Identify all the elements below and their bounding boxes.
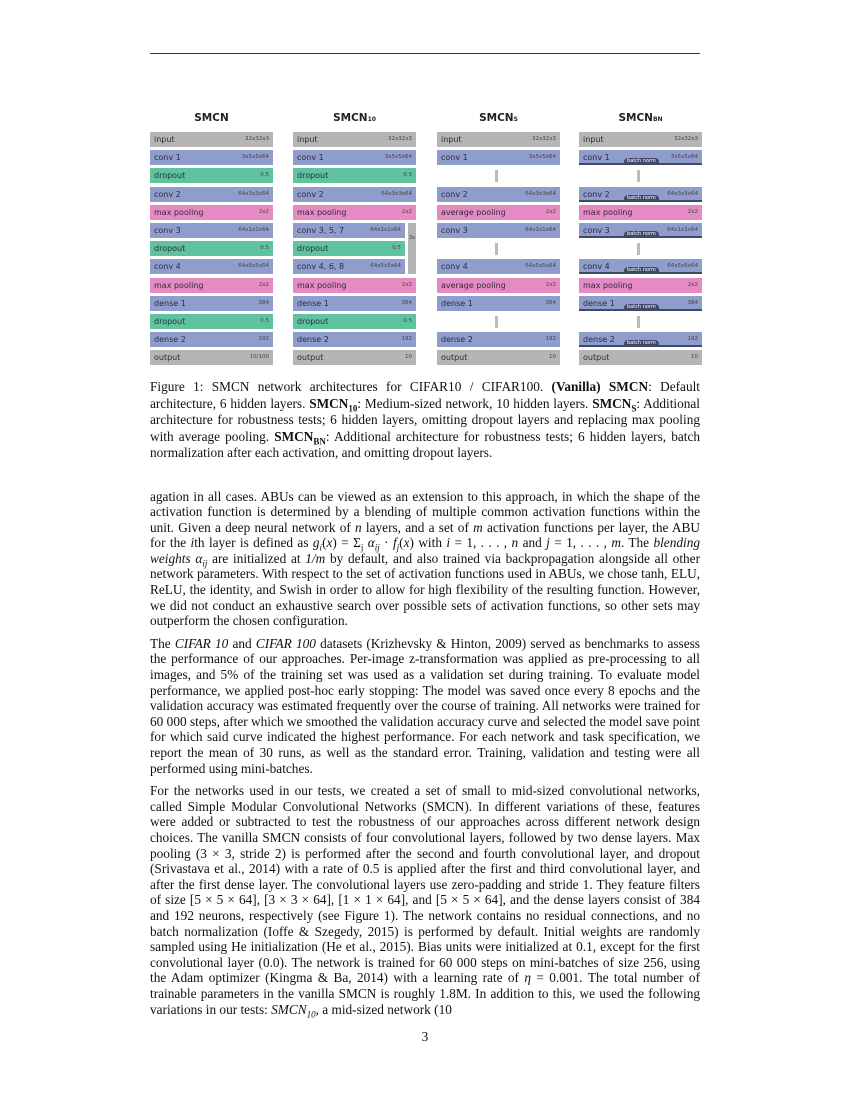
layer-name: input (441, 135, 462, 144)
layer-name: dropout (297, 171, 329, 181)
text-run: are initialized at (207, 550, 306, 566)
layer-block (579, 259, 702, 274)
layer-block (150, 168, 273, 183)
text-run: Figure 1: SMCN network architectures for CIFAR10 / CIFAR100. (150, 379, 552, 394)
text-run: : Medium-sized network, 10 hidden layers. (357, 395, 593, 411)
layer-dimension: 10 (691, 354, 698, 361)
layer-connector (437, 241, 560, 256)
layer-dimension: 64x3x3x64 (525, 190, 556, 197)
layer-dimension: 384 (687, 299, 698, 306)
layer-name: conv 2 (297, 189, 324, 199)
layer-dimension: 32x32x3 (387, 136, 412, 142)
text-run: = 1, . . . , (450, 535, 512, 551)
layer-dimension: 0.5 (403, 317, 412, 324)
layer-block (437, 332, 560, 347)
layer-dimension: 0.5 (403, 172, 412, 179)
italic-text: n (355, 519, 362, 535)
text-run: For the networks used in our tests, we created a set of small to mid-sized convolutional networks, called Simple Modular Convolutional Networks (SMCN). In different variations of these, features were added or subtracted to test the robustness of our approaches across different network design choices. The vanilla SMCN consists of four convolutional layers, followed by two dense layers. Max pooling (3 × 3, stride 2) is performed after the second and fourth convolutional layer, and dropout (Srivastava et al., 2014) with a rate of 0.5 is applied after the first and third convolutional layer, and after the first dense layer. The convolutional layers use zero-padding and stride 1. They feature filters of size [5 × 5 × 64], [3 × 3 × 64], [1 × 1 × 64], and [5 × 5 × 64], and the dense layers consist of 384 and 192 neurons, respectively (see Figure 1). The network contains no residual connections, and no batch normalization (Ioffe & Szegedy, 2015) is performed by default. Initial weights are randomly sampled using He initialization (He et al., 2015). Bias units were initialized at 0.1, except for the first convolutional layer (0.0). The network is trained for 60 000 steps on mini-batches of size 256, using the Adam optimizer (Kingma & Ba, 2014) with a learning rate of (150, 783, 700, 986)
layer-dimension: 0.5 (260, 172, 269, 179)
layer-dimension: 64x3x3x64 (667, 190, 698, 197)
layer-block (437, 132, 560, 147)
layer-connector (437, 168, 560, 183)
column-title-subscript: S (513, 116, 518, 123)
italic-text: CIFAR 10 (174, 635, 229, 651)
layer-dimension: 10 (549, 354, 556, 361)
layer-block (437, 187, 560, 202)
layer-block (579, 332, 702, 347)
layer-block (293, 168, 416, 183)
layer-block (579, 296, 702, 311)
text-run: layers, and a set of (361, 519, 474, 535)
paragraph-datasets (150, 636, 700, 776)
bold-text: $SMCN_{BN}$ (274, 428, 326, 447)
layer-block (437, 296, 560, 311)
text-run: · (379, 535, 393, 551)
italic-text: blending weights (150, 535, 701, 566)
layer-name: dense 1 (297, 298, 329, 308)
italic-text: i (190, 535, 195, 551)
batch-norm-label: batch norm (624, 340, 659, 347)
layer-name: dense 2 (297, 335, 329, 345)
italic-text: x (403, 535, 410, 551)
italic-text: $g_i$ (312, 535, 323, 553)
italic-text: i (446, 535, 451, 551)
layer-name: conv 2 (154, 189, 181, 199)
layer-name: conv 3 (441, 225, 468, 235)
layer-name: max pooling (297, 207, 347, 217)
layer-dimension: 64x5x5x64 (525, 263, 556, 270)
italic-text: m (611, 535, 621, 551)
layer-block (437, 259, 560, 274)
layer-block (150, 296, 273, 311)
text-run: The (150, 635, 175, 651)
column-title-subscript: 10 (367, 116, 376, 123)
text-run: = 1, . . . , (549, 535, 612, 551)
layer-block (437, 205, 560, 220)
column-title: SMCN (194, 112, 229, 124)
layer-block (579, 223, 702, 238)
layer-name: output (297, 353, 324, 363)
subscript: 10 (348, 403, 358, 414)
column-title: SMCN10 (333, 112, 376, 124)
text-run: activation functions per layer, the ABU for the (150, 519, 700, 551)
layer-name: dropout (297, 244, 329, 254)
header-rule (150, 53, 700, 54)
layer-name: average pooling (441, 280, 506, 290)
italic-text: η (524, 970, 531, 986)
layer-name: conv 4 (583, 262, 610, 272)
italic-text: $f_j$ (392, 535, 400, 553)
layer-name: conv 1 (441, 153, 468, 163)
text-run: , a mid-sized network (10 (315, 1001, 452, 1017)
layer-name: max pooling (154, 280, 204, 290)
layer-block (293, 205, 416, 220)
layer-block (150, 187, 273, 202)
layer-block (150, 241, 273, 256)
subscript: j (396, 542, 400, 553)
layer-dimension: 0.5 (260, 317, 269, 324)
layer-dimension: 64x3x3x64 (238, 190, 269, 197)
layer-block (150, 278, 273, 293)
bold-text: $SMCN_S$ (592, 395, 637, 414)
layer-dimension: 384 (258, 299, 269, 306)
layer-dimension: 192 (687, 336, 698, 343)
layer-name: max pooling (154, 207, 204, 217)
paragraph-abu (150, 489, 700, 629)
layer-block (579, 187, 702, 202)
layer-name: output (154, 353, 181, 363)
layer-dimension: 3x5x5x64 (528, 154, 556, 161)
layer-name: conv 4 (441, 262, 468, 272)
layer-connector (579, 314, 702, 329)
layer-connector (437, 314, 560, 329)
layer-block (579, 350, 702, 365)
text-run: th layer is defined as (194, 535, 313, 551)
architecture-column (579, 110, 702, 368)
layer-dimension: 192 (258, 336, 269, 343)
layer-dimension: 3x5x5x64 (670, 154, 698, 161)
layer-dimension: 2x2 (687, 281, 698, 288)
layer-name: max pooling (297, 280, 347, 290)
layer-dimension: 32x32x3 (244, 136, 269, 142)
layer-dimension: 64x3x3x64 (381, 190, 412, 197)
layer-dimension: 2x2 (687, 208, 698, 215)
layer-dimension: 3x5x5x64 (241, 154, 269, 161)
layer-block (293, 314, 416, 329)
layer-name: dropout (297, 316, 329, 326)
text-flow (150, 379, 700, 1045)
layer-block (293, 187, 416, 202)
column-title: SMCNBN (618, 112, 663, 124)
layer-name: conv 4 (154, 262, 181, 272)
layer-name: input (583, 135, 604, 144)
layer-block (150, 150, 273, 165)
layer-name: conv 3, 5, 7 (297, 225, 345, 235)
layer-block (293, 332, 416, 347)
italic-text: $\alpha_{ij}$ (367, 535, 380, 553)
batch-norm-label: batch norm (624, 304, 659, 311)
text-run: by default, and also trained via backpropagation alongside all other network parameters. With respect to the set of activation functions used in ABUs, we chose tanh, ELU, ReLU, the identity, and Swish in order to allow for high flexibility of the resulting function. However, we did not conduct an exhaustive search over possible sets of activation functions, so other sets may outperform the chosen configuration. (150, 550, 700, 629)
architecture-column (150, 110, 273, 368)
layer-name: dense 2 (441, 335, 473, 345)
layer-dimension: 192 (401, 336, 412, 343)
layer-block (293, 132, 416, 147)
batch-norm-label: batch norm (624, 267, 659, 274)
layer-block (150, 223, 273, 238)
layer-block (293, 259, 405, 274)
layer-name: dropout (154, 244, 186, 254)
layer-block (293, 278, 416, 293)
layer-block (579, 132, 702, 147)
column-title: SMCNS (479, 112, 518, 124)
italic-text: j (546, 535, 550, 551)
layer-name: input (297, 135, 318, 144)
layer-dimension: 64x1x1x64 (370, 226, 401, 233)
layer-connector (579, 241, 702, 256)
layer-dimension: 2x2 (258, 208, 269, 215)
layer-dimension: 2x2 (545, 208, 556, 215)
layer-block (293, 223, 405, 238)
layer-block (150, 132, 273, 147)
layer-block (579, 278, 702, 293)
layer-block (437, 350, 560, 365)
layer-block (437, 278, 560, 293)
layer-dimension: 384 (401, 299, 412, 306)
layer-name: dense 1 (154, 298, 186, 308)
layer-dimension: 0.5 (260, 245, 269, 252)
repeat-bracket: 3x (408, 223, 416, 274)
architecture-column (293, 110, 416, 368)
layer-name: conv 2 (441, 189, 468, 199)
layer-dimension: 64x5x5x64 (238, 263, 269, 270)
layer-block (293, 150, 416, 165)
subscript: ij (374, 542, 380, 553)
text-run: ) = Σ (332, 535, 361, 551)
layer-name: max pooling (583, 207, 633, 217)
layer-name: dropout (154, 316, 186, 326)
paragraph-smcn (150, 783, 701, 1020)
page-number: 3 (421, 1029, 429, 1045)
italic-text: n (511, 535, 519, 551)
layer-name: dense 1 (583, 298, 615, 308)
layer-dimension: 10 (405, 354, 412, 361)
layer-dimension: 64x1x1x64 (525, 226, 556, 233)
figure-1-architectures (150, 110, 702, 365)
layer-name: dropout (154, 171, 186, 181)
subscript: BN (313, 436, 326, 447)
layer-name: dense 2 (154, 335, 186, 345)
layer-block (150, 314, 273, 329)
italic-text: m (473, 519, 483, 535)
text-run: and (518, 535, 547, 551)
italic-text: $SMCN_{10}$ (271, 1001, 316, 1020)
bold-text: (Vanilla) SMCN (551, 379, 649, 394)
layer-block (293, 296, 416, 311)
layer-dimension: 32x32x3 (673, 136, 698, 142)
layer-block (579, 150, 702, 165)
subscript: ij (202, 558, 208, 569)
layer-block (293, 350, 416, 365)
layer-name: dense 1 (441, 298, 473, 308)
italic-text: x (326, 535, 333, 551)
layer-connector (579, 168, 702, 183)
layer-block (150, 205, 273, 220)
layer-name: input (154, 135, 175, 144)
layer-block (150, 259, 273, 274)
subscript: 10 (306, 1009, 316, 1020)
text-run: ( (322, 535, 327, 551)
text-run: : Default architecture, 6 hidden layers. (150, 379, 700, 411)
layer-name: conv 3 (583, 225, 610, 235)
italic-text: $\alpha_{ij}$ (195, 550, 208, 569)
text-run: datasets (Krizhevsky & Hinton, 2009) served as benchmarks to assess the performance of our approaches. Per-image z-transformation was applied as pre-processing to all images, and 5% of the training set was used as a validation set during training. To evaluate model performance, we applied post-hoc early stopping: The model was saved once every 8 epochs and the validation accuracy was estimated frequently over the course of training. All networks were trained for 60 000 steps, after which we smoothed the validation accuracy curve and selected the model save point for which said curve indicated the highest performance. For each network and task specification, we report the mean of 30 runs, as well as the standard error. Training, validation and testing were all performed using mini-batches. (150, 635, 700, 776)
batch-norm-label: batch norm (624, 231, 659, 238)
figure-caption (150, 379, 700, 462)
subscript: j (360, 542, 364, 553)
layer-block (437, 150, 560, 165)
layer-name: output (583, 353, 610, 363)
layer-dimension: 384 (545, 299, 556, 306)
text-run: : Additional architecture for robustness tests; 6 hidden layers, batch normalization after each activation, and omitting dropout layers. (150, 428, 701, 460)
column-title-subscript: BN (652, 116, 663, 123)
layer-block (437, 223, 560, 238)
layer-dimension: 2x2 (258, 281, 269, 288)
layer-block (579, 205, 702, 220)
layer-dimension: 64x1x1x64 (667, 226, 698, 233)
layer-dimension: 2x2 (401, 281, 412, 288)
layer-name: conv 4, 6, 8 (297, 262, 345, 272)
text-run: and (228, 635, 256, 651)
italic-text: 1/m (305, 550, 326, 566)
layer-block (150, 332, 273, 347)
bold-text: $SMCN_{10}$ (309, 395, 358, 414)
layer-name: conv 2 (583, 189, 610, 199)
layer-name: conv 1 (297, 153, 324, 163)
layer-name: average pooling (441, 207, 506, 217)
layer-name: output (441, 353, 468, 363)
text-run: . The (620, 535, 654, 551)
layer-name: conv 1 (583, 153, 610, 163)
layer-name: conv 1 (154, 153, 181, 163)
layer-block (150, 350, 273, 365)
layer-dimension: 64x5x5x64 (667, 263, 698, 270)
layer-name: conv 3 (154, 225, 181, 235)
batch-norm-label: batch norm (624, 195, 659, 202)
architecture-column (437, 110, 560, 368)
italic-text: CIFAR 100 (255, 635, 316, 651)
subscript: i (319, 542, 323, 553)
layer-name: dense 2 (583, 335, 615, 345)
batch-norm-label: batch norm (624, 158, 659, 165)
text-run: agation in all cases. ABUs can be viewed as an extension to this approach, in which the shape of the activation function is determined by a blending of multiple common activation functions within the unit. Given a deep neural network of (150, 488, 700, 535)
layer-dimension: 192 (545, 336, 556, 343)
text-run: ( (399, 535, 404, 551)
layer-name: max pooling (583, 280, 633, 290)
text-run: : Additional architecture for robustness tests; 6 hidden layers, omitting dropout layers and replacing max pooling with average pooling. (150, 395, 701, 444)
layer-dimension: 3x5x5x64 (384, 154, 412, 161)
text-run: ) with (409, 535, 447, 551)
layer-dimension: 32x32x3 (531, 136, 556, 142)
layer-dimension: 10/100 (249, 354, 269, 361)
subscript: S (631, 403, 637, 414)
layer-dimension: 0.5 (392, 245, 401, 252)
layer-block (293, 241, 405, 256)
layer-dimension: 2x2 (401, 208, 412, 215)
layer-dimension: 64x1x1x64 (238, 226, 269, 233)
text-run: = 0.001. The total number of trainable parameters in the vanilla SMCN is roughly 1.8M. In addition to this, we used the following variations in our tests: (150, 970, 701, 1017)
layer-dimension: 64x5x5x64 (370, 263, 401, 270)
layer-dimension: 2x2 (545, 281, 556, 288)
